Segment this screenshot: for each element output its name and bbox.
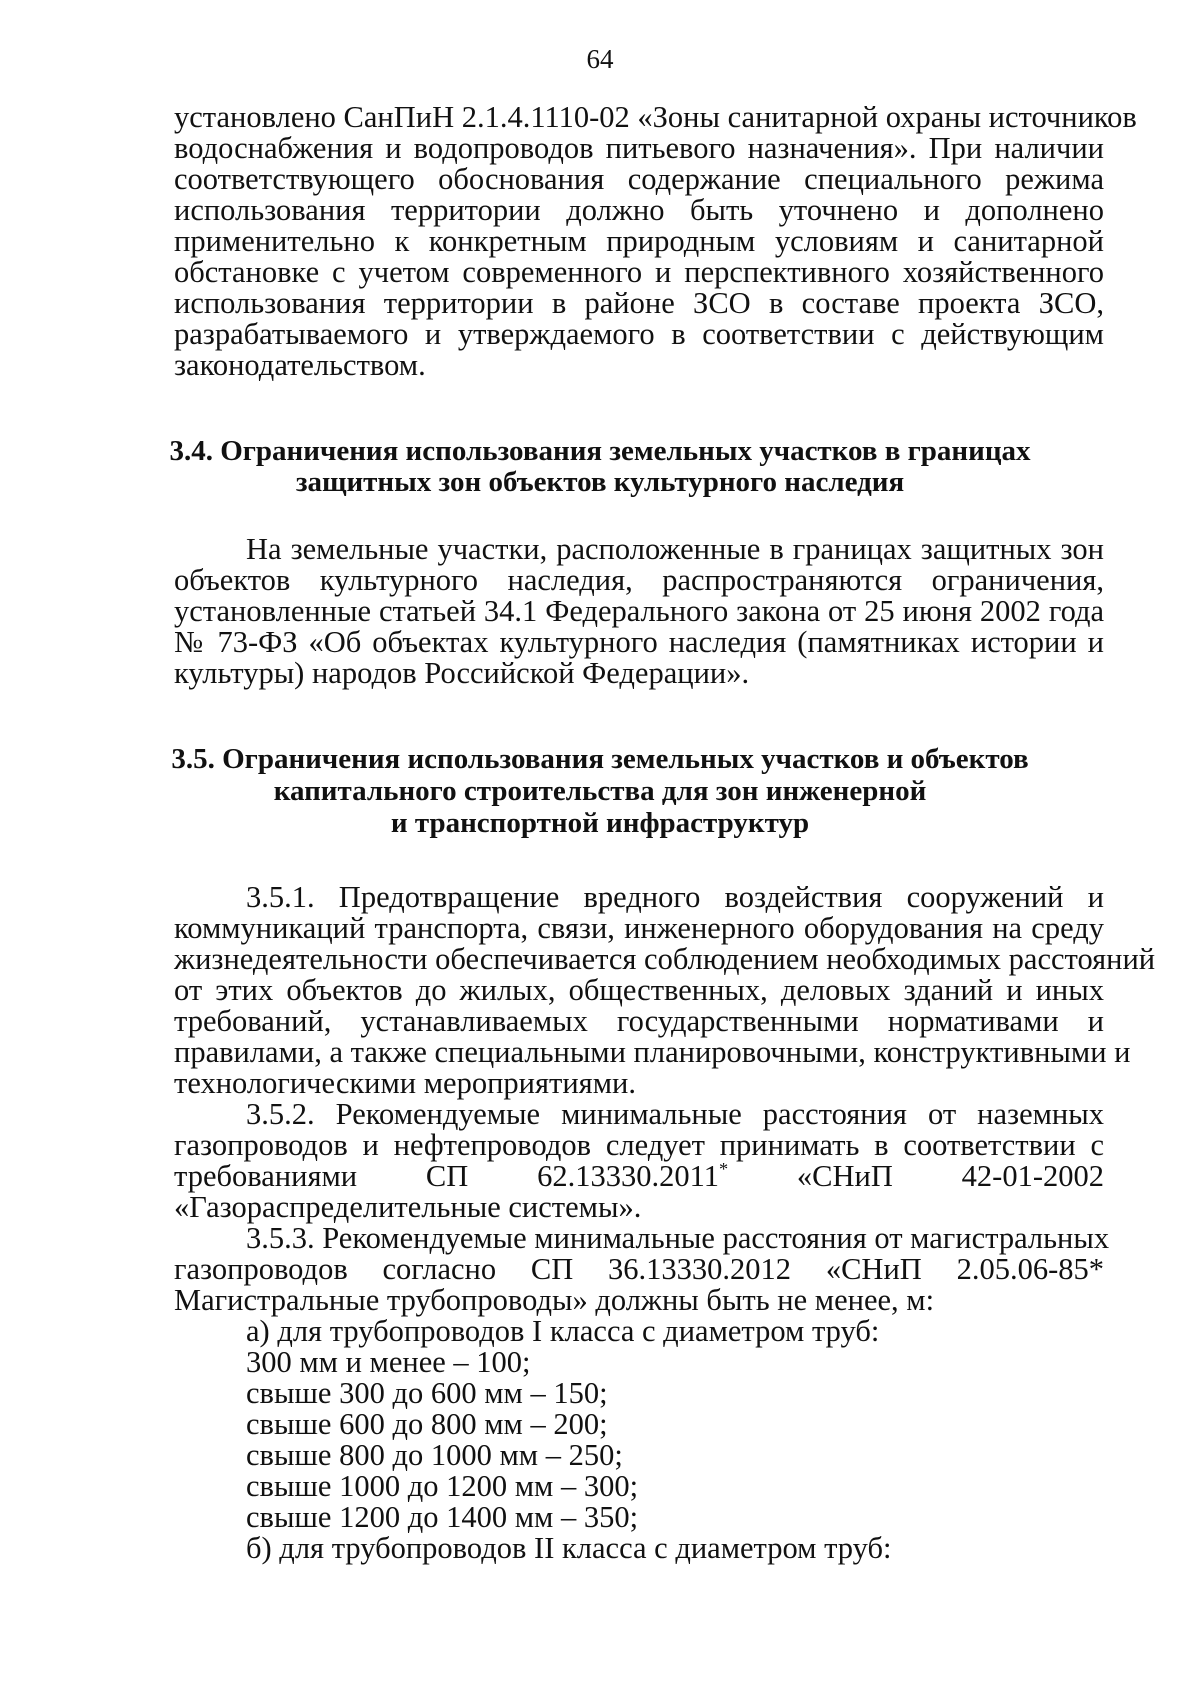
page-number: 64 (586, 44, 614, 74)
paragraph-line: установленные статьей 34.1 Федерального закона от 25 июня 2002 года (174, 594, 1104, 628)
section-heading-3-4: 3.4. Ограничения использования земельных участков в границах (169, 435, 1031, 467)
list-item: свыше 600 до 800 мм – 200; (246, 1407, 608, 1441)
paragraph-line: На земельные участки, расположенные в границах защитных зон (246, 532, 1104, 566)
paragraph-line: 3.5.3. Рекомендуемые минимальные расстояния от магистральных (246, 1221, 1110, 1255)
paragraph-line: № 73-ФЗ «Об объектах культурного наследия (памятниках истории и (174, 625, 1104, 659)
paragraph-line: обстановке с учетом современного и перспективного хозяйственного (174, 255, 1104, 289)
paragraph-line: от этих объектов до жилых, общественных, деловых зданий и иных (174, 973, 1104, 1007)
section-heading-3-4: защитных зон объектов культурного наследия (295, 466, 905, 498)
paragraph-line: объектов культурного наследия, распространяются ограничения, (174, 563, 1104, 597)
norm-reference: требованиями СП 62.13330.2011 (174, 1159, 719, 1193)
paragraph-line: 3.5.1. Предотвращение вредного воздействия сооружений и (246, 880, 1104, 914)
list-item: 300 мм и менее – 100; (246, 1345, 531, 1379)
section-heading-3-5: капитального строительства для зон инженерной (273, 775, 927, 807)
paragraph-line: газопроводов согласно СП 36.13330.2012 «СНиП 2.05.06-85* (174, 1252, 1104, 1286)
list-item: свыше 1000 до 1200 мм – 300; (246, 1469, 639, 1503)
paragraph-line: применительно к конкретным природным условиям и санитарной (174, 224, 1104, 258)
footnote-mark: * (718, 1159, 729, 1180)
paragraph-line: законодательством. (174, 348, 426, 382)
paragraph-line: Магистральные трубопроводы» должны быть не менее, м: (174, 1283, 935, 1317)
paragraph-line: использования территории должно быть уточнено и дополнено (174, 193, 1104, 227)
list-item: свыше 300 до 600 мм – 150; (246, 1376, 608, 1410)
paragraph-line: «Газораспределительные системы». (174, 1190, 642, 1224)
paragraph-line: разрабатываемого и утверждаемого в соответствии с действующим (174, 317, 1104, 351)
paragraph-line: жизнедеятельности обеспечивается соблюдением необходимых расстояний (174, 942, 1156, 976)
paragraph-line: водоснабжения и водопроводов питьевого назначения». При наличии (174, 131, 1104, 165)
list-item: свыше 1200 до 1400 мм – 350; (246, 1500, 639, 1534)
paragraph-line: газопроводов и нефтепроводов следует принимать в соответствии с (174, 1128, 1104, 1162)
paragraph-line: культуры) народов Российской Федерации». (174, 656, 750, 690)
paragraph-line: коммуникаций транспорта, связи, инженерного оборудования на среду (174, 911, 1104, 945)
paragraph-line: соответствующего обоснования содержание специального режима (174, 162, 1104, 196)
paragraph-line: использования территории в районе ЗСО в составе проекта ЗСО, (174, 286, 1104, 320)
norm-reference: «СНиП 42-01-2002 (728, 1159, 1104, 1193)
section-heading-3-5: и транспортной инфраструктур (390, 807, 810, 839)
list-item: свыше 800 до 1000 мм – 250; (246, 1438, 623, 1472)
paragraph-line: технологическими мероприятиями. (174, 1066, 636, 1100)
paragraph-line (174, 1159, 1104, 1193)
paragraph-line: установлено СанПиН 2.1.4.1110-02 «Зоны санитарной охраны источников (174, 100, 1137, 134)
paragraph-line: правилами, а также специальными планировочными, конструктивными и (174, 1035, 1131, 1069)
section-heading-3-5: 3.5. Ограничения использования земельных участков и объектов (171, 743, 1029, 775)
paragraph-line: требований, устанавливаемых государственными нормативами и (174, 1004, 1104, 1038)
list-item: а) для трубопроводов I класса с диаметром труб: (246, 1314, 880, 1348)
paragraph-line: 3.5.2. Рекомендуемые минимальные расстояния от наземных (246, 1097, 1104, 1131)
list-item: б) для трубопроводов II класса с диаметром труб: (246, 1531, 892, 1565)
